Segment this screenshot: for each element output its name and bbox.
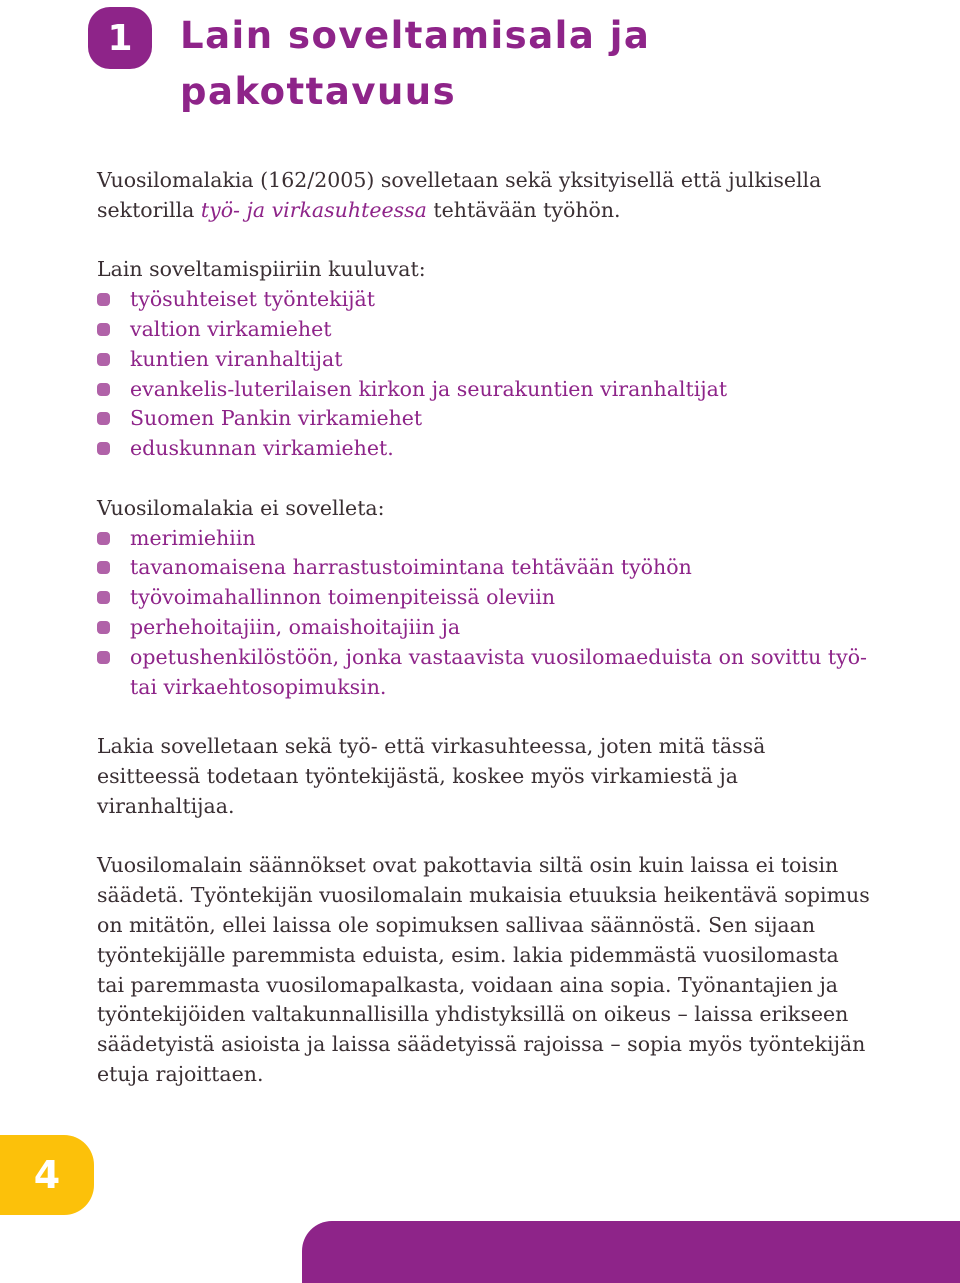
- list-item-text: työvoimahallinnon toimenpiteissä oleviin: [130, 585, 556, 610]
- list-item-text: perhehoitajiin, omaishoitajiin ja: [130, 614, 461, 639]
- bullet-icon: [97, 651, 110, 664]
- list-item: [97, 643, 872, 703]
- bullet-icon: [97, 621, 110, 634]
- list-item-text: evankelis-luterilaisen kirkon ja seurakuntien viranhaltijat: [130, 376, 728, 401]
- spacer: [97, 226, 872, 256]
- list-item-text: valtion virkamiehet: [130, 316, 332, 341]
- list-item-text: työsuhteiset työntekijät: [130, 287, 375, 312]
- chapter-title: Lain soveltamisala ja pakottavuus: [180, 14, 651, 113]
- list-item: [97, 553, 872, 583]
- page-number: 4: [0, 1135, 94, 1215]
- list-item: [97, 583, 872, 613]
- list-item: [97, 345, 872, 375]
- exclusions-list: [97, 524, 872, 703]
- bullet-icon: [97, 591, 110, 604]
- spacer: [97, 822, 872, 852]
- scope-heading: Lain soveltamispiiriin kuuluvat:: [97, 257, 426, 282]
- list-item-text: Suomen Pankin virkamiehet: [130, 406, 423, 431]
- list-item-text: kuntien viranhaltijat: [130, 346, 343, 371]
- bullet-icon: [97, 353, 110, 366]
- intro-text-after: tehtävään työhön.: [426, 197, 621, 222]
- spacer: [97, 702, 872, 732]
- list-item-text: tavanomaisena harrastustoimintana tehtävään työhön: [130, 555, 692, 580]
- chapter-number-badge: 1: [88, 7, 152, 69]
- page-content: [97, 166, 872, 1090]
- footer-band: [302, 1221, 960, 1283]
- list-item: [97, 434, 872, 464]
- application-paragraph: Lakia sovelletaan sekä työ- että virkasuhteessa, joten mitä tässä esitteessä todetaan työntekijästä, koskee myös virkamiestä ja viranhaltijaa.: [97, 734, 766, 818]
- intro-emphasis: työ- ja virkasuhteessa: [200, 197, 427, 222]
- bullet-icon: [97, 383, 110, 396]
- list-item: [97, 375, 872, 405]
- bullet-icon: [97, 323, 110, 336]
- bullet-icon: [97, 561, 110, 574]
- list-item: [97, 613, 872, 643]
- bullet-icon: [97, 293, 110, 306]
- exclusions-heading: Vuosilomalakia ei sovelleta:: [97, 495, 385, 520]
- bullet-icon: [97, 412, 110, 425]
- list-item: [97, 285, 872, 315]
- list-item: [97, 404, 872, 434]
- bullet-icon: [97, 532, 110, 545]
- intro-text-before: Vuosilomalakia (162/2005) sovelletaan sekä yksityisellä että julkisella sektorilla: [97, 168, 822, 222]
- bullet-icon: [97, 442, 110, 455]
- list-item-text: eduskunnan virkamiehet.: [130, 436, 394, 461]
- spacer: [97, 464, 872, 494]
- intro-paragraph: [97, 166, 872, 226]
- list-item-text: opetushenkilöstöön, jonka vastaavista vuosilomaeduista on sovittu työ- tai virkaehtosopimuksin.: [130, 644, 867, 699]
- list-item: [97, 315, 872, 345]
- scope-list: [97, 285, 872, 464]
- mandatory-paragraph: Vuosilomalain säännökset ovat pakottavia siltä osin kuin laissa ei toisin säädetä. Työntekijän vuosilomalain mukaisia etuuksia heikentävä sopimus on mitätön, ellei laissa ole sopimuksen sallivaa säännöstä. Sen sijaan työntekijälle paremmista eduista, esim. lakia pidemmästä vuosilomasta tai paremmasta vuosilomapalkasta, voidaan aina sopia. Työnantajien ja työntekijöiden valtakunnallisilla yhdistyksillä on oikeus – laissa erikseen säädetyistä asioista ja laissa säädetyissä rajoissa – sopia myös työntekijän etuja rajoittaen.: [97, 853, 870, 1086]
- list-item: [97, 524, 872, 554]
- list-item-text: merimiehiin: [130, 525, 256, 550]
